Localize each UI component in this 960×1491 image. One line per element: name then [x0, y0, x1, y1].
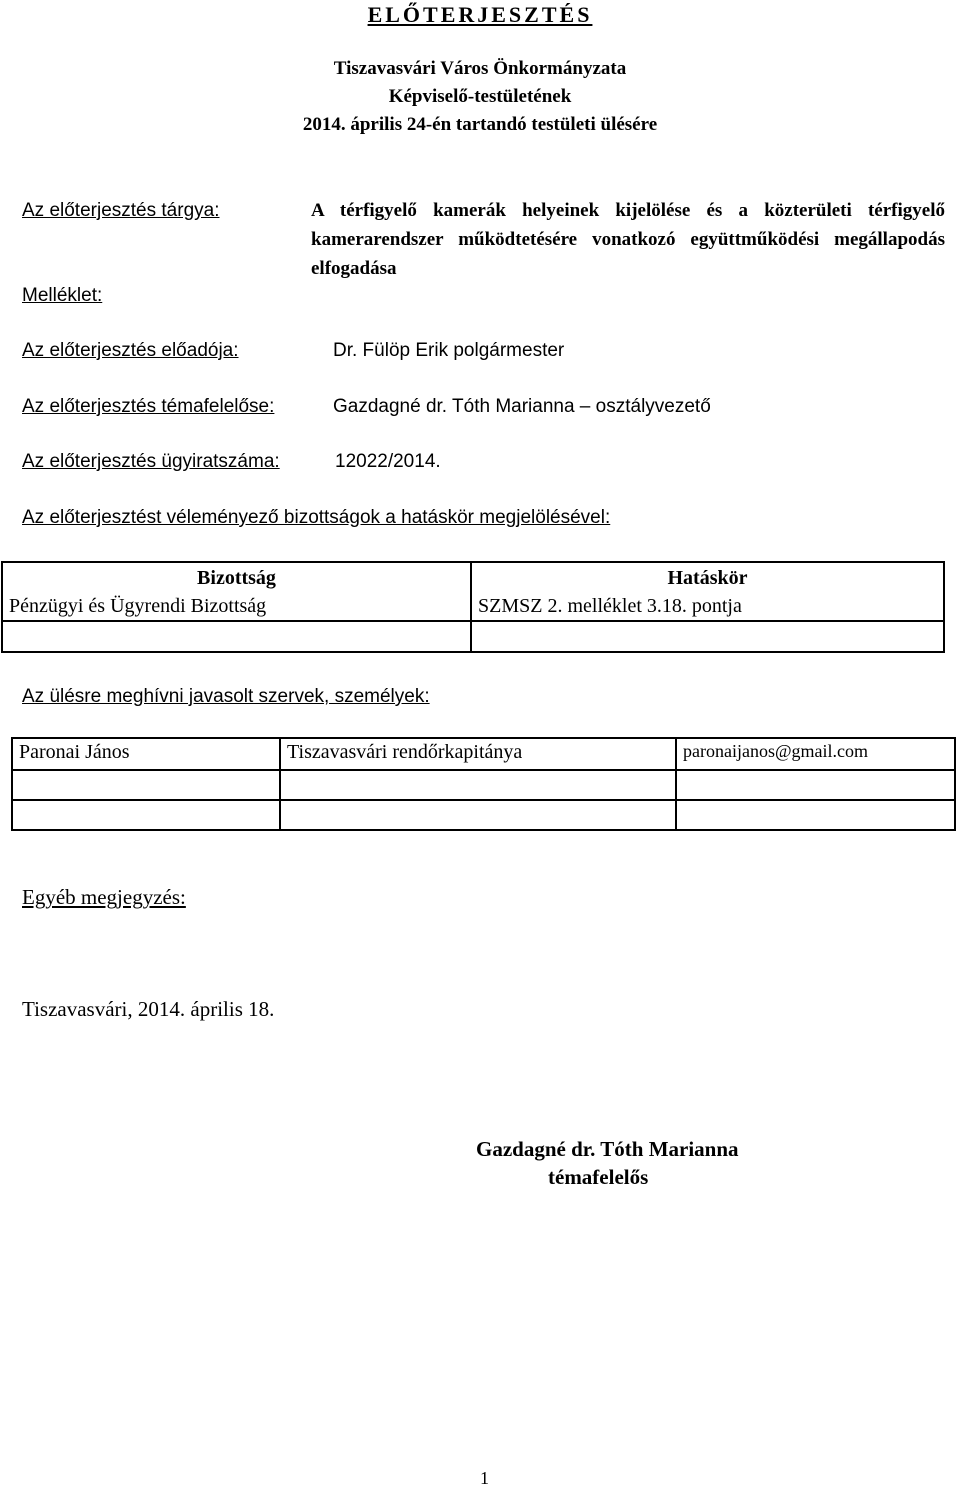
- invitee-contact: [676, 800, 955, 830]
- committees-heading: Az előterjesztést véleményező bizottságok a hatáskör megjelölésével:: [22, 507, 611, 528]
- signature-title: témafelelős: [548, 1165, 649, 1189]
- committee-column-header: Bizottság: [197, 567, 276, 589]
- document-title: ELŐTERJESZTÉS: [367, 2, 593, 27]
- authority-value: SZMSZ 2. melléklet 3.18. pontja: [478, 595, 742, 617]
- presenter-value: Dr. Fülöp Erik polgármester: [333, 340, 565, 361]
- invitees-heading: Az ülésre meghívni javasolt szervek, személyek:: [22, 686, 430, 707]
- table-row: [2, 621, 944, 652]
- table-row: [12, 800, 955, 830]
- invitee-role: Tiszavasvári rendőrkapitánya: [280, 738, 676, 770]
- header-line-1: Tiszavasvári Város Önkormányzata: [333, 58, 627, 79]
- committee-name: Pénzügyi és Ügyrendi Bizottság: [9, 595, 267, 617]
- invitee-contact: [676, 770, 955, 800]
- attachment-label: Melléklet:: [22, 285, 103, 306]
- invitees-table: [11, 737, 956, 831]
- page-number: 1: [480, 1468, 489, 1488]
- subject-value: A térfigyelő kamerák helyeinek kijelölése és a közterületi térfigyelő kamerarendszer működtetésére vonatkozó együttműködési megállapodás elfogadása: [311, 200, 945, 279]
- committee-cell: [2, 562, 471, 621]
- table-row: [2, 562, 944, 621]
- signature-name: Gazdagné dr. Tóth Marianna: [476, 1137, 739, 1161]
- authority-cell: [471, 621, 944, 652]
- table-row: [12, 738, 955, 770]
- table-row: [12, 770, 955, 800]
- responsible-value: Gazdagné dr. Tóth Marianna – osztályvezető: [333, 396, 711, 417]
- subject-label: Az előterjesztés tárgya:: [22, 200, 220, 221]
- committee-cell: [2, 621, 471, 652]
- authority-column-header: Hatáskör: [667, 567, 748, 589]
- case-number-label: Az előterjesztés ügyiratszáma:: [22, 451, 280, 472]
- place-date: Tiszavasvári, 2014. április 18.: [22, 997, 275, 1021]
- invitee-name: Paronai János: [12, 738, 280, 770]
- invitee-role: [280, 800, 676, 830]
- responsible-label: Az előterjesztés témafelelőse:: [22, 396, 275, 417]
- header-line-3: 2014. április 24-én tartandó testületi ülésére: [302, 114, 658, 135]
- authority-cell: [471, 562, 944, 621]
- notes-label: Egyéb megjegyzés:: [22, 885, 186, 909]
- invitee-contact: paronaijanos@gmail.com: [676, 738, 955, 770]
- case-number-value: 12022/2014.: [335, 451, 441, 472]
- invitee-role: [280, 770, 676, 800]
- header-line-2: Képviselő-testületének: [388, 86, 572, 107]
- invitee-name: [12, 800, 280, 830]
- invitee-name: [12, 770, 280, 800]
- presenter-label: Az előterjesztés előadója:: [22, 340, 239, 361]
- committees-table: [1, 561, 945, 653]
